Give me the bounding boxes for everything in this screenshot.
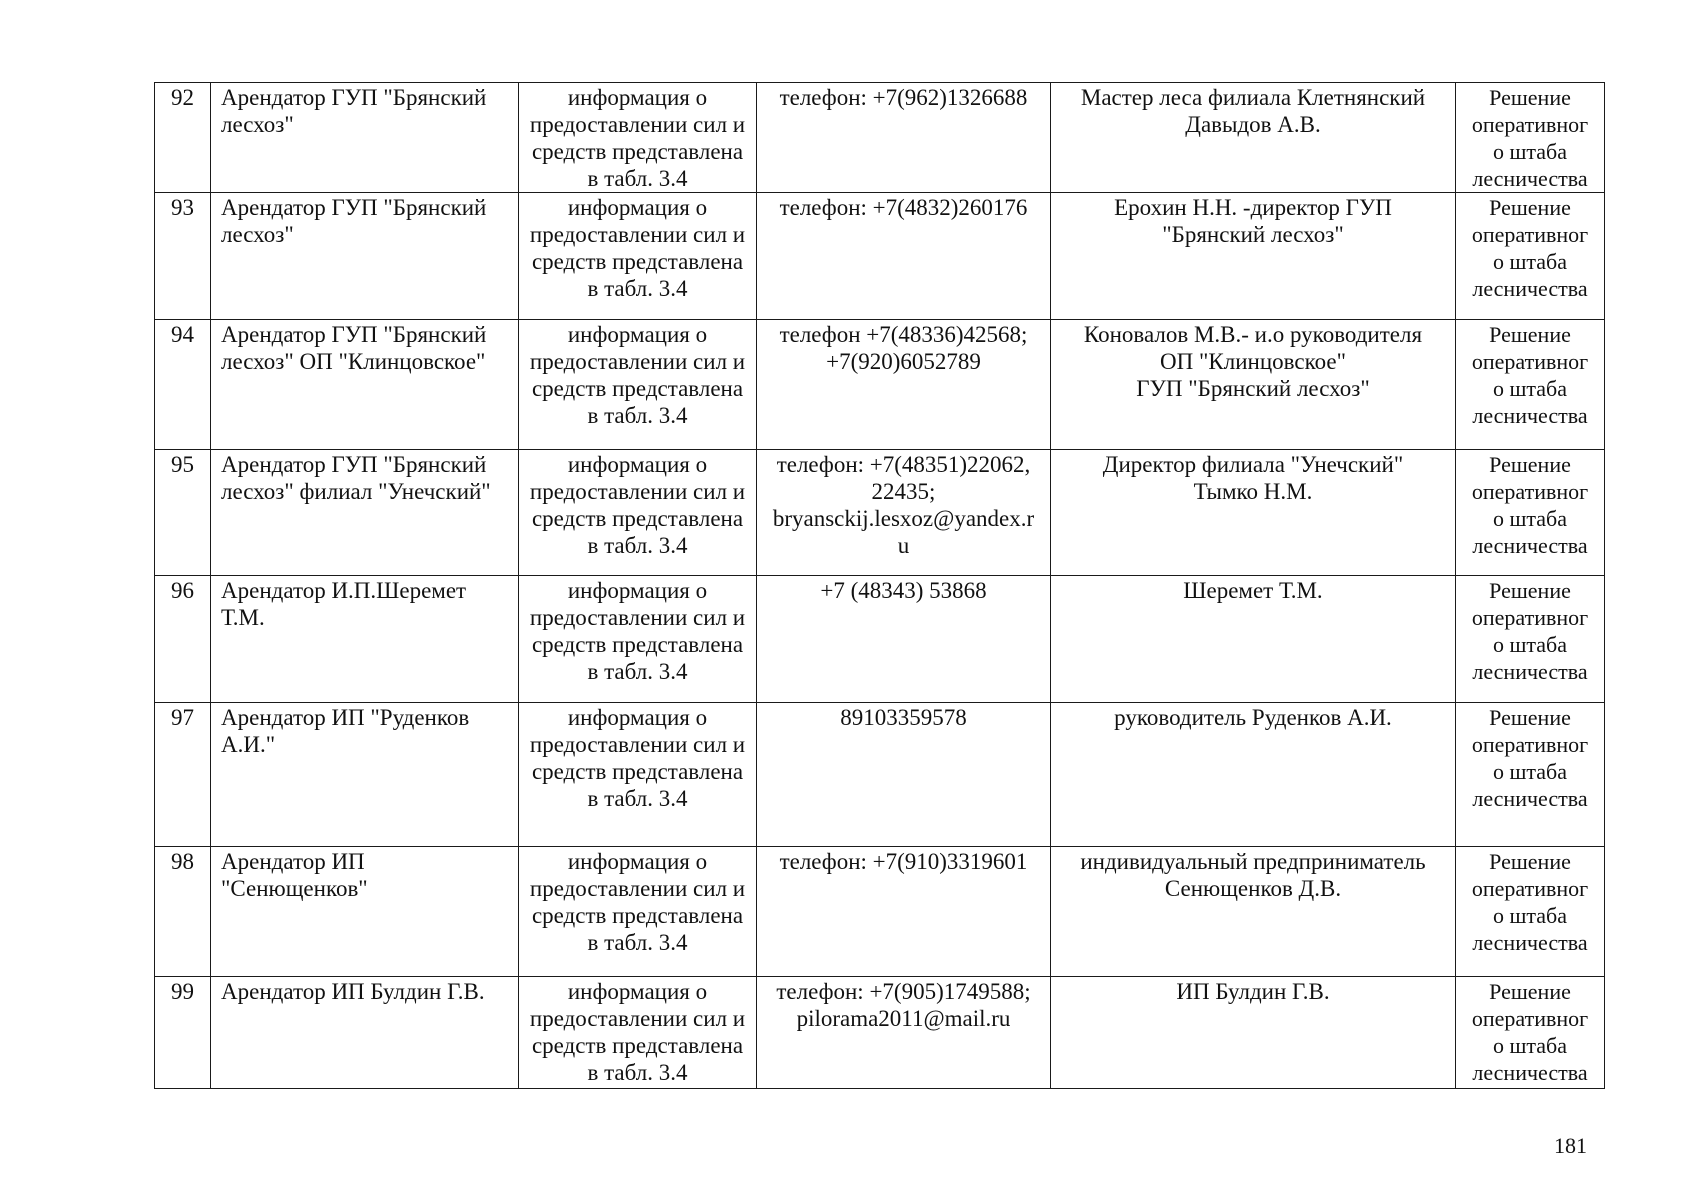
tenant-name: Арендатор ГУП "Брянский лесхоз" ОП "Клинцовское" [211, 320, 519, 450]
table-row [155, 703, 1605, 847]
decision-basis-line: оперативног [1471, 479, 1589, 504]
responsible-person [1051, 847, 1456, 977]
contact-phone-line: телефон: +7(962)1326688 [779, 85, 1028, 110]
responsible-person-line: Сенющенков Д.В. [1164, 876, 1342, 901]
decision-basis-line: о штаба [1492, 139, 1568, 164]
decision-basis-line: Решение [1489, 452, 1571, 477]
table-row [155, 576, 1605, 703]
table-row [155, 83, 1605, 193]
decision-basis-line: лесничества [1472, 533, 1588, 558]
decision-basis [1456, 847, 1605, 977]
resources-info-line: средств представлена [531, 376, 744, 401]
resources-info-line: предоставлении сил и [529, 222, 746, 247]
responsible-person [1051, 977, 1456, 1089]
decision-basis-line: лесничества [1472, 166, 1588, 191]
resources-info-line: средств представлена [531, 632, 744, 657]
decision-basis-line: Решение [1489, 979, 1571, 1004]
resources-info-line: информация о [567, 705, 708, 730]
table-body [155, 83, 1605, 1089]
tenant-name: Арендатор И.П.Шеремет Т.М. [211, 576, 519, 703]
resources-info [519, 576, 757, 703]
resources-info-line: информация о [567, 578, 708, 603]
contact-phone-line: телефон: +7(910)3319601 [779, 849, 1028, 874]
row-number: 93 [155, 193, 211, 320]
contact-phone-line: +7 (48343) 53868 [820, 578, 987, 603]
responsible-person [1051, 576, 1456, 703]
decision-basis-line: оперативног [1471, 112, 1589, 137]
decision-basis-line: оперативног [1471, 1006, 1589, 1031]
decision-basis-line: оперативног [1471, 222, 1589, 247]
resources-info-line: информация о [567, 195, 708, 220]
responsible-person [1051, 193, 1456, 320]
responsible-person [1051, 83, 1456, 193]
resources-info-line: предоставлении сил и [529, 1006, 746, 1031]
page-number: 181 [1554, 1133, 1587, 1158]
contact-phone [757, 450, 1051, 576]
contact-phone-line: телефон: +7(48351)22062, [776, 452, 1031, 477]
responsible-person-line: индивидуальный предприниматель [1080, 849, 1426, 874]
decision-basis-line: о штаба [1492, 903, 1568, 928]
decision-basis-line: о штаба [1492, 1033, 1568, 1058]
tenant-name: Арендатор ГУП "Брянский лесхоз" филиал "Унечский" [211, 450, 519, 576]
resources-info [519, 193, 757, 320]
decision-basis-line: Решение [1489, 85, 1571, 110]
decision-basis-line: о штаба [1492, 632, 1568, 657]
decision-basis [1456, 703, 1605, 847]
resources-info [519, 83, 757, 193]
decision-basis-line: оперативног [1471, 605, 1589, 630]
resources-info-line: средств представлена [531, 249, 744, 274]
resources-info-line: предоставлении сил и [529, 349, 746, 374]
contact-phone [757, 320, 1051, 450]
responsible-person-line: Шеремет Т.М. [1183, 578, 1323, 603]
resources-info-line: предоставлении сил и [529, 479, 746, 504]
contact-phone-line: +7(920)6052789 [826, 349, 981, 374]
resources-info-line: в табл. 3.4 [587, 403, 688, 428]
row-number: 97 [155, 703, 211, 847]
responsible-person [1051, 703, 1456, 847]
contact-phone [757, 703, 1051, 847]
contact-phone-line: pilorama2011@mail.ru [796, 1006, 1011, 1031]
tenant-name: Арендатор ИП Булдин Г.В. [211, 977, 519, 1089]
resources-info-line: средств представлена [531, 759, 744, 784]
resources-info-line: предоставлении сил и [529, 112, 746, 137]
resources-info-line: средств представлена [531, 1033, 744, 1058]
contact-phone-line: телефон: +7(4832)260176 [779, 195, 1028, 220]
responsible-person-line: ИП Булдин Г.В. [1176, 979, 1330, 1004]
resources-info-line: в табл. 3.4 [587, 786, 688, 811]
responsible-person [1051, 320, 1456, 450]
decision-basis-line: о штаба [1492, 506, 1568, 531]
tenant-name: Арендатор ИП "Руденков А.И." [211, 703, 519, 847]
table-row [155, 320, 1605, 450]
contact-phone [757, 193, 1051, 320]
responsible-person-line: Директор филиала "Унечский" [1102, 452, 1404, 477]
contact-phone [757, 576, 1051, 703]
resources-info-line: информация о [567, 85, 708, 110]
table-row [155, 977, 1605, 1089]
responsible-person-line: Давыдов А.В. [1185, 112, 1321, 137]
decision-basis [1456, 193, 1605, 320]
table-row [155, 450, 1605, 576]
contact-phone-line: u [897, 533, 910, 558]
responsible-person-line: ГУП "Брянский лесхоз" [1136, 376, 1370, 401]
resources-info-line: предоставлении сил и [529, 732, 746, 757]
row-number: 98 [155, 847, 211, 977]
resources-info [519, 703, 757, 847]
tenant-name: Арендатор ИП "Сенющенков" [211, 847, 519, 977]
decision-basis-line: Решение [1489, 322, 1571, 347]
resources-info-line: предоставлении сил и [529, 876, 746, 901]
table-row [155, 193, 1605, 320]
table-row [155, 847, 1605, 977]
resources-info [519, 977, 757, 1089]
resources-info-line: информация о [567, 452, 708, 477]
resources-info-line: в табл. 3.4 [587, 166, 688, 191]
resources-info-line: информация о [567, 979, 708, 1004]
decision-basis-line: лесничества [1472, 930, 1588, 955]
contact-phone-line: телефон: +7(905)1749588; [776, 979, 1031, 1004]
responsible-person-line: Мастер леса филиала Клетнянский [1080, 85, 1426, 110]
decision-basis-line: Решение [1489, 705, 1571, 730]
responsible-person [1051, 450, 1456, 576]
decision-basis-line: лесничества [1472, 276, 1588, 301]
resources-info-line: в табл. 3.4 [587, 659, 688, 684]
decision-basis-line: Решение [1489, 195, 1571, 220]
decision-basis-line: лесничества [1472, 403, 1588, 428]
row-number: 99 [155, 977, 211, 1089]
contact-phone-line: 22435; [871, 479, 936, 504]
contact-phone [757, 83, 1051, 193]
resources-info-line: средств представлена [531, 139, 744, 164]
resources-info [519, 450, 757, 576]
resources-info [519, 320, 757, 450]
decision-basis-line: оперативног [1471, 876, 1589, 901]
row-number: 94 [155, 320, 211, 450]
resources-info-line: предоставлении сил и [529, 605, 746, 630]
responsible-person-line: Тымко Н.М. [1193, 479, 1313, 504]
row-number: 95 [155, 450, 211, 576]
decision-basis-line: Решение [1489, 578, 1571, 603]
contact-phone-line: 89103359578 [840, 705, 967, 730]
decision-basis [1456, 450, 1605, 576]
decision-basis [1456, 320, 1605, 450]
row-number: 96 [155, 576, 211, 703]
decision-basis-line: о штаба [1492, 376, 1568, 401]
responsible-person-line: "Брянский лесхоз" [1162, 222, 1344, 247]
decision-basis [1456, 977, 1605, 1089]
resources-info-line: в табл. 3.4 [587, 276, 688, 301]
decision-basis-line: оперативног [1471, 732, 1589, 757]
resources-info-line: в табл. 3.4 [587, 533, 688, 558]
decision-basis-line: о штаба [1492, 759, 1568, 784]
resources-info-line: в табл. 3.4 [587, 1060, 688, 1085]
resources-info-line: информация о [567, 849, 708, 874]
tenant-name: Арендатор ГУП "Брянский лесхоз" [211, 83, 519, 193]
contact-phone-line: bryansckij.lesxoz@yandex.r [772, 506, 1035, 531]
decision-basis [1456, 576, 1605, 703]
tenant-name: Арендатор ГУП "Брянский лесхоз" [211, 193, 519, 320]
responsible-person-line: ОП "Клинцовское" [1160, 349, 1346, 374]
contact-phone [757, 977, 1051, 1089]
responsible-person-line: Ерохин Н.Н. -директор ГУП [1114, 195, 1392, 220]
decision-basis-line: Решение [1489, 849, 1571, 874]
row-number: 92 [155, 83, 211, 193]
decision-basis-line: о штаба [1492, 249, 1568, 274]
resources-info-line: информация о [567, 322, 708, 347]
responsible-person-line: Коновалов М.В.- и.о руководителя [1083, 322, 1423, 347]
contacts-table [154, 82, 1605, 1089]
responsible-person-line: руководитель Руденков А.И. [1114, 705, 1392, 730]
contact-phone [757, 847, 1051, 977]
contact-phone-line: телефон +7(48336)42568; [779, 322, 1028, 347]
decision-basis-line: лесничества [1472, 786, 1588, 811]
decision-basis-line: лесничества [1472, 1060, 1588, 1085]
decision-basis-line: оперативног [1471, 349, 1589, 374]
resources-info-line: средств представлена [531, 903, 744, 928]
decision-basis-line: лесничества [1472, 659, 1588, 684]
resources-info-line: в табл. 3.4 [587, 930, 688, 955]
resources-info [519, 847, 757, 977]
decision-basis [1456, 83, 1605, 193]
resources-info-line: средств представлена [531, 506, 744, 531]
